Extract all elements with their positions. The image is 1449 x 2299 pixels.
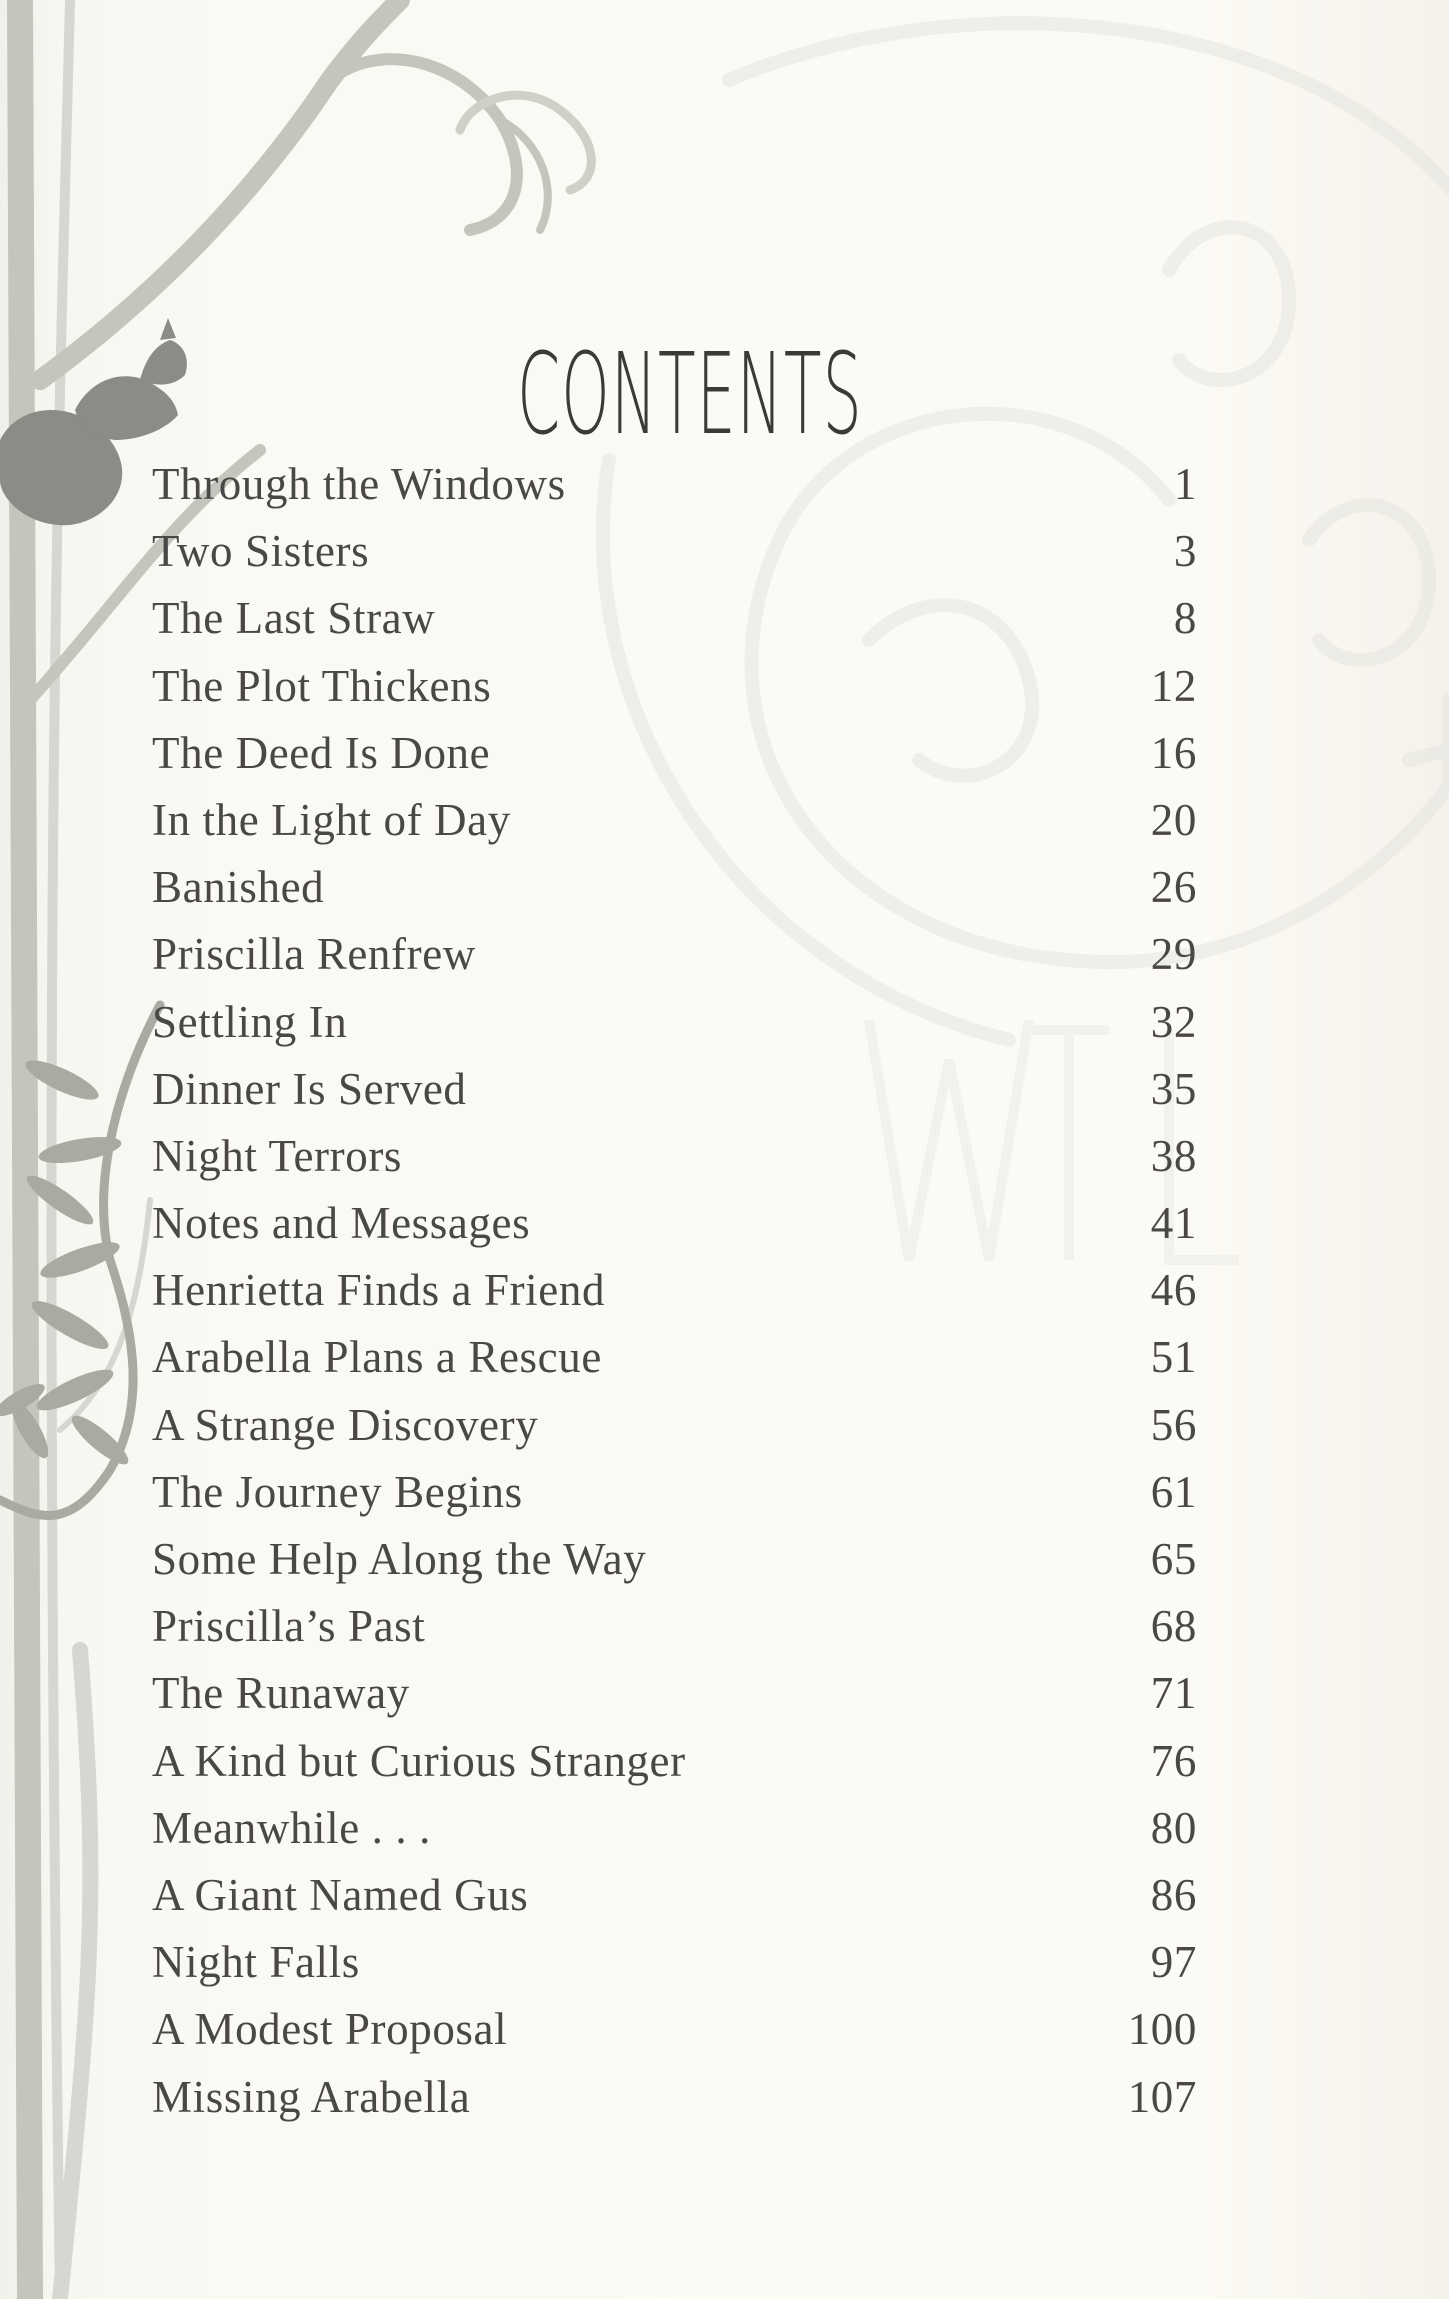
toc-entry <box>152 525 1197 592</box>
page-number: 26 <box>1150 862 1197 913</box>
page-number: 8 <box>1173 593 1197 644</box>
chapter-title: Meanwhile . . . <box>152 1802 431 1853</box>
page-number: 1 <box>1173 459 1197 509</box>
chapter-title: Settling In <box>152 996 348 1047</box>
chapter-title: The Plot Thickens <box>152 660 492 711</box>
page-number: 56 <box>1150 1399 1197 1450</box>
contents-heading: CONTENTS <box>517 330 863 461</box>
toc-entry <box>152 1466 1197 1533</box>
chapter-title: Arabella Plans a Rescue <box>152 1332 602 1383</box>
page-number: 12 <box>1150 660 1197 711</box>
page-number: 3 <box>1173 526 1197 577</box>
page-number: 100 <box>1127 2004 1197 2055</box>
toc-entry <box>152 727 1197 794</box>
chapter-title: The Last Straw <box>152 593 436 644</box>
page-number: 65 <box>1150 1534 1197 1584</box>
chapter-title: A Modest Proposal <box>152 2004 508 2055</box>
page-number: 20 <box>1150 794 1197 845</box>
table-of-contents <box>152 458 1197 2138</box>
chapter-title: In the Light of Day <box>152 794 511 845</box>
chapter-title: Night Falls <box>152 1937 360 1988</box>
toc-entry <box>152 1533 1197 1600</box>
toc-entry <box>152 1130 1197 1197</box>
toc-entry <box>152 2071 1197 2138</box>
chapter-title: Notes and Messages <box>152 1198 531 1249</box>
toc-entry <box>152 861 1197 928</box>
page-number: 29 <box>1150 929 1197 980</box>
toc-entry <box>152 794 1197 861</box>
chapter-title: The Runaway <box>152 1668 410 1719</box>
toc-entry <box>152 1735 1197 1802</box>
page-number: 71 <box>1150 1668 1197 1719</box>
chapter-title: Through the Windows <box>152 459 566 509</box>
chapter-title: Two Sisters <box>152 526 370 577</box>
chapter-title: Some Help Along the Way <box>152 1534 647 1584</box>
page-number: 80 <box>1150 1802 1197 1853</box>
toc-entry <box>152 1802 1197 1869</box>
toc-entry <box>152 2003 1197 2070</box>
chapter-title: Dinner Is Served <box>152 1063 467 1114</box>
page-number: 46 <box>1150 1265 1197 1316</box>
toc-entry <box>152 1936 1197 2003</box>
chapter-title: Priscilla’s Past <box>152 1601 426 1652</box>
page-number: 41 <box>1150 1198 1197 1249</box>
chapter-title: The Deed Is Done <box>152 727 491 778</box>
toc-entry <box>152 1869 1197 1936</box>
page-number: 68 <box>1150 1601 1197 1652</box>
chapter-title: Night Terrors <box>152 1130 403 1181</box>
chapter-title: Missing Arabella <box>152 2071 471 2122</box>
toc-entry <box>152 1197 1197 1264</box>
page-number: 86 <box>1150 1869 1197 1920</box>
page-number: 107 <box>1127 2071 1197 2122</box>
page-number: 35 <box>1150 1063 1197 1114</box>
chapter-title: A Kind but Curious Stranger <box>152 1735 686 1786</box>
page-number: 32 <box>1150 996 1197 1047</box>
toc-entry <box>152 928 1197 995</box>
page-number: 51 <box>1150 1332 1197 1383</box>
toc-entry <box>152 458 1197 525</box>
toc-entry <box>152 996 1197 1063</box>
toc-entry <box>152 1063 1197 1130</box>
page-number: 76 <box>1150 1735 1197 1786</box>
chapter-title: A Strange Discovery <box>152 1399 539 1450</box>
page-number: 16 <box>1150 727 1197 778</box>
page-number: 38 <box>1150 1130 1197 1181</box>
toc-entry <box>152 1399 1197 1466</box>
chapter-title: The Journey Begins <box>152 1466 523 1517</box>
chapter-title: Banished <box>152 862 325 913</box>
toc-entry <box>152 1667 1197 1734</box>
chapter-title: Henrietta Finds a Friend <box>152 1265 606 1316</box>
chapter-title: Priscilla Renfrew <box>152 929 476 980</box>
toc-entry <box>152 1600 1197 1667</box>
page-number: 97 <box>1150 1937 1197 1988</box>
toc-entry <box>152 592 1197 659</box>
toc-entry <box>152 1331 1197 1398</box>
toc-entry <box>152 660 1197 727</box>
chapter-title: A Giant Named Gus <box>152 1869 529 1920</box>
page-number: 61 <box>1150 1466 1197 1517</box>
toc-entry <box>152 1264 1197 1331</box>
